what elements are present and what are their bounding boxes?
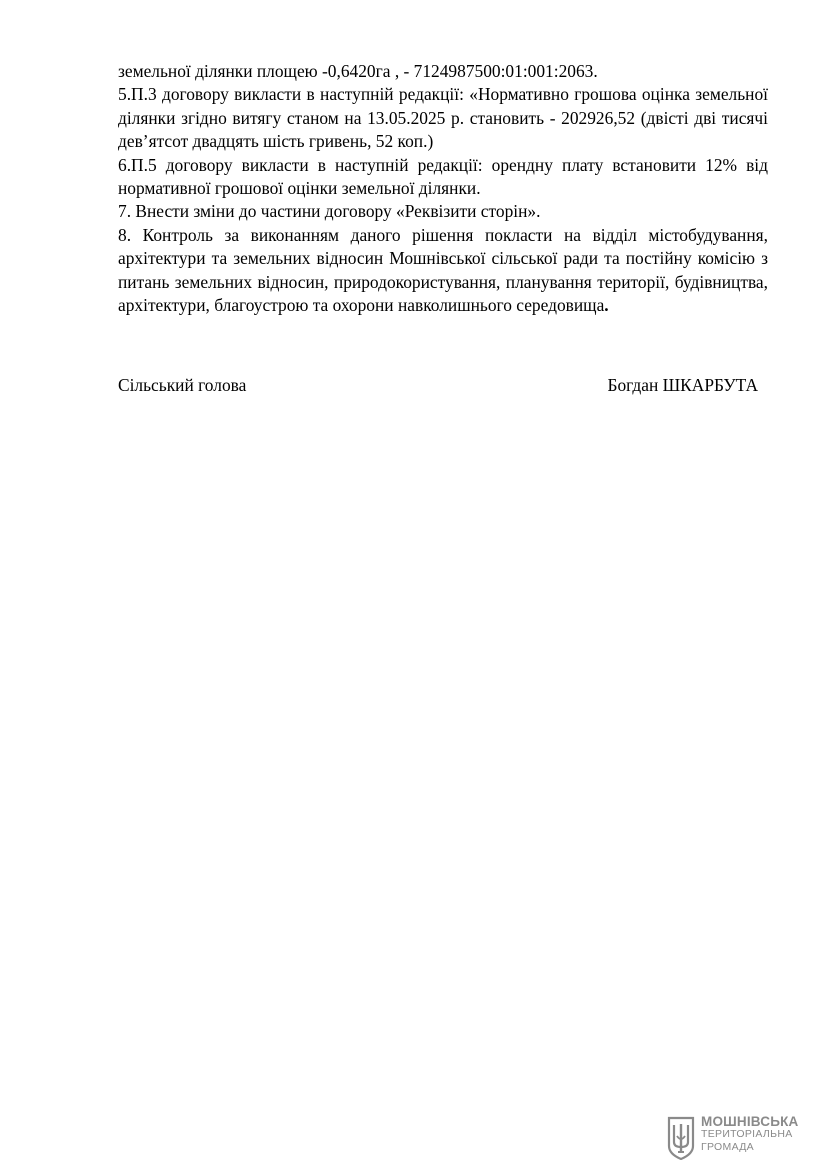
paragraph-item-7: 7. Внести зміни до частини договору «Реквізити сторін». [118, 201, 541, 222]
logo-subtitle-line-2: ГРОМАДА [701, 1141, 754, 1153]
logo-text [701, 1115, 799, 1154]
paragraph-item-8 [118, 224, 768, 318]
paragraph-item-8-text: 8. Контроль за виконанням даного рішення покласти на відділ містобудування, архітектури та земельних відносин Мошнівської сільської ради та постійну комісію з питань земельних відносин, природокористування, планування території, будівництва, архітектури, благоустрою та охорони навколишнього середовища [118, 224, 768, 316]
trident-icon [666, 1116, 696, 1160]
community-logo [666, 1114, 816, 1164]
paragraph-item-5: 5.П.3 договору викласти в наступній редакції: «Нормативно грошова оцінка земельної ділянки згідно витягу станом на 13.05.2025 р. становить - 202926,52 (двісті дві тисячі дев’ятсот двадцять шість гривень, 52 коп.) [118, 84, 768, 152]
signature-position: Сільський голова [118, 375, 247, 395]
paragraph-final-period: . [604, 295, 609, 316]
logo-subtitle-line-1: ТЕРИТОРІАЛЬНА [701, 1128, 793, 1140]
paragraph-item-6: 6.П.5 договору викласти в наступній редакції: орендну плату встановити 12% від нормативної грошової оцінки земельної ділянки. [118, 154, 768, 199]
paragraph-parcel-area: земельної ділянки площею -0,6420га , - 7124987500:01:001:2063. [118, 61, 598, 81]
document-body [118, 60, 768, 317]
signature-name: Богдан ШКАРБУТА [607, 375, 758, 395]
logo-title: МОШНІВСЬКА [701, 1114, 799, 1129]
